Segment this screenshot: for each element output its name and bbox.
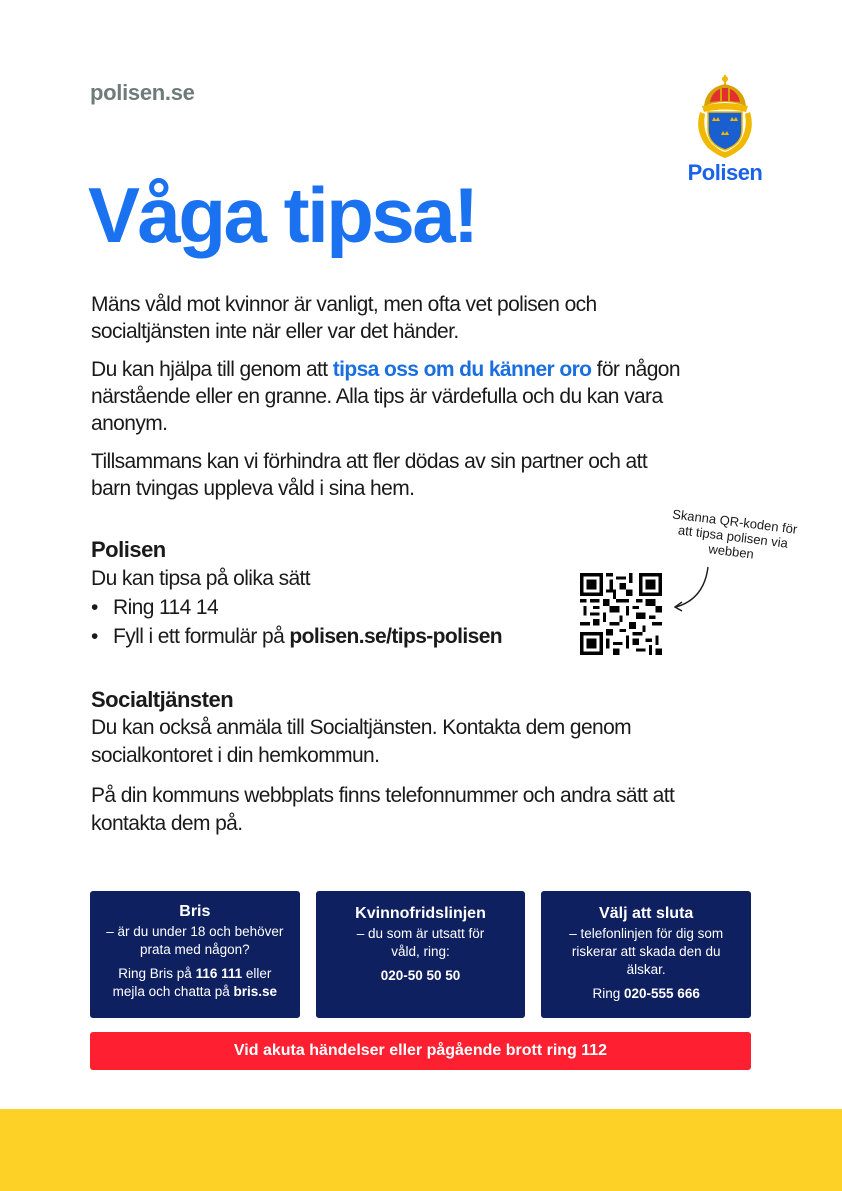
card-text: Ring	[592, 986, 625, 1001]
polisen-lead: Du kan tipsa på olika sätt	[91, 567, 311, 590]
qr-note: Skanna QR-koden för att tipsa polisen via webben	[671, 506, 799, 562]
card-text: eller	[242, 966, 272, 981]
qr-code[interactable]	[580, 573, 662, 655]
card-bris	[90, 891, 300, 1018]
list-item: • Ring 114 14	[91, 593, 571, 622]
card-title: Välj att sluta	[599, 905, 694, 922]
intro-p2-before: Du kan hjälpa till genom att	[91, 358, 333, 381]
socialtjansten-section	[91, 686, 711, 850]
polisen-section	[91, 536, 571, 651]
valj-att-sluta-phone[interactable]: 020-555 666	[624, 986, 700, 1001]
polisen-heading: Polisen	[91, 537, 166, 562]
intro-highlight: tipsa oss om du känner oro	[332, 358, 592, 381]
phone-number[interactable]: 020-50 50 50	[380, 968, 461, 983]
helpline-cards	[90, 891, 751, 1018]
intro-text	[91, 291, 691, 513]
card-kvinnofridslinjen	[316, 891, 526, 1018]
footer-yellow-band	[0, 1109, 842, 1191]
card-title: Kvinnofridslinjen	[355, 905, 486, 922]
card-text: mejla och chatta på	[112, 984, 234, 999]
polisen-logo	[680, 72, 770, 187]
card-subtitle: – är du under 18 och behöver prata med någon?	[106, 924, 284, 957]
kvinnofridslinjen-phone[interactable]	[316, 967, 526, 985]
site-url[interactable]: polisen.se	[90, 80, 195, 105]
curved-arrow-icon	[668, 565, 728, 615]
card-text: Ring Bris på	[118, 966, 196, 981]
card-line	[541, 985, 751, 1003]
social-paragraph-2: På din kommuns webbplats finns telefonnummer och andra sätt att kontakta dem på.	[91, 784, 675, 835]
logo-text: Polisen	[687, 160, 763, 185]
bris-phone[interactable]: 116 111	[195, 966, 243, 981]
card-title: Bris	[179, 903, 211, 920]
card-line	[90, 965, 300, 983]
card-line	[90, 983, 300, 1001]
emergency-banner: Vid akuta händelser eller pågående brott ring 112	[90, 1032, 751, 1070]
social-paragraph-1: Du kan också anmäla till Socialtjänsten. Kontakta dem genom socialkontoret i din hemkommun.	[91, 716, 632, 767]
card-subtitle: – telefonlinjen för dig som riskerar att skada den du älskar.	[569, 926, 724, 977]
page-title: Våga tipsa!	[88, 171, 477, 259]
card-valj-att-sluta	[541, 891, 751, 1018]
bris-link[interactable]: bris.se	[233, 984, 278, 999]
intro-p2-after: för någon närstående eller en granne. Alla tips är värdefulla och du kan vara anonym.	[91, 358, 680, 435]
card-subtitle: – du som är utsatt för våld, ring:	[356, 926, 485, 959]
list-item	[91, 622, 571, 651]
list-item-text: Fyll i ett formulär på	[113, 625, 290, 648]
social-heading: Socialtjänsten	[91, 687, 234, 712]
intro-paragraph-3: Tillsammans kan vi förhindra att fler dödas av sin partner och att barn tvingas uppleva våld i sina hem.	[91, 450, 648, 500]
intro-paragraph-2	[91, 356, 691, 437]
police-emblem-icon	[690, 72, 760, 160]
intro-paragraph-1: Mäns våld mot kvinnor är vanligt, men ofta vet polisen och socialtjänsten inte när eller var det händer.	[91, 293, 597, 343]
tip-methods-list	[91, 593, 571, 651]
tips-link[interactable]: polisen.se/tips-polisen	[289, 625, 502, 648]
